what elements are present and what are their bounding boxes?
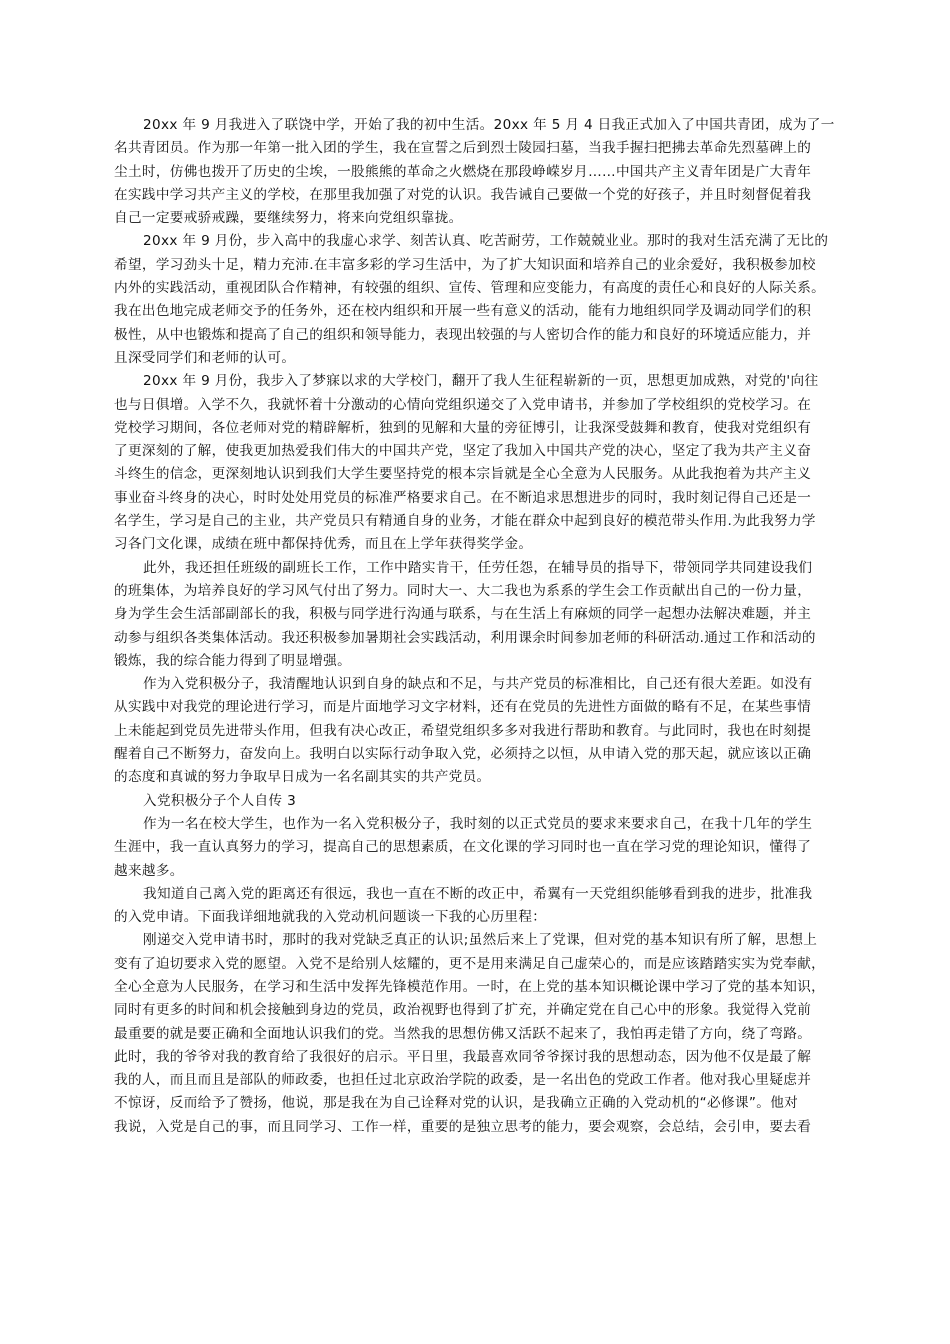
text-line: 的态度和真诚的努力争取早日成为一名名副其实的共产党员。 [114,769,491,786]
text-line: 锻炼，我的综合能力得到了明显增强。 [114,652,352,669]
text-line: 刚递交入党申请书时，那时的我对党缺乏真正的认识;虽然后来上了党课，但对党的基本知识有所了解，思想上 [143,932,818,949]
text-line: 同时有更多的时间和机会接触到身边的党员，政治视野也得到了扩充，并确定党在自己心中的形象。我觉得入党前 [114,1002,812,1019]
text-line: 了更深刻的了解，使我更加热爱我们伟大的中国共产党，坚定了我加入中国共产党的决心，坚定了我为共产主义奋 [114,443,812,460]
text-line: 我说，入党是自己的事，而且同学习、工作一样，重要的是独立思考的能力，要会观察，会总结，会引申，要去看 [114,1118,812,1135]
text-line: 此外，我还担任班级的副班长工作，工作中踏实肯干，任劳任怨，在辅导员的指导下，带领同学共同建设我们 [143,559,813,576]
text-line: 且深受同学们和老师的认可。 [114,349,296,366]
text-line: 的入党申请。下面我详细地就我的入党动机问题谈一下我的心历里程： [114,909,547,926]
text-line: 希望，学习劲头十足，精力充沛.在丰富多彩的学习生活中，为了扩大知识面和培养自己的业余爱好，我积极参加校 [114,256,816,273]
text-line: 作为一名在校大学生，也作为一名入党积极分子，我时刻的以正式党员的要求来要求自己，在我十几年的学生 [143,815,813,832]
text-line: 作为入党积极分子，我清醒地认识到自身的缺点和不足，与共产党员的标准相比，自己还有很大差距。如没有 [143,676,813,693]
text-line: 动参与组织各类集体活动。我还积极参加暑期社会实践活动，利用课余时间参加老师的科研活动.通过工作和活动的 [114,629,816,646]
text-line: 变有了迫切要求入党的愿望。入党不是给别人炫耀的，更不是用来满足自己虚荣心的，而是应该踏踏实实为党奉献， [114,955,826,972]
text-line: 20xx 年 9 月份，我步入了梦寐以求的大学校门，翻开了我人生征程崭新的一页，思想更加成熟，对党的'向往 [143,373,819,390]
text-line: 尘土时，仿佛也拨开了历史的尘埃，一股熊熊的革命之火燃烧在那段峥嵘岁月……中国共产主义青年团是广大青年 [114,163,812,180]
text-line: 从实践中对我党的理论进行学习，而是片面地学习文字材料，还有在党员的先进性方面做的略有不足，在某些事情 [114,699,812,716]
text-line: 此时，我的爷爷对我的教育给了我很好的启示。平日里，我最喜欢同爷爷探讨我的思想动态，因为他不仅是最了解 [114,1048,812,1065]
text-line: 在实践中学习共产主义的学校，在那里我加强了对党的认识。我告诫自己要做一个党的好孩子，并且时刻督促着我 [114,186,812,203]
text-line: 党校学习期间，各位老师对党的精辟解析，独到的见解和大量的旁征博引，让我深受鼓舞和教育，使我对党组织有 [114,419,812,436]
text-line: 极性，从中也锻炼和提高了自己的组织和领导能力，表现出较强的与人密切合作的能力和良好的环境适应能力，并 [114,326,812,343]
text-line: 名共青团员。作为那一年第一批入团的学生，我在宣誓之后到烈士陵园扫墓，当我手握扫把拂去革命先烈墓碑上的 [114,140,812,157]
text-line: 斗终生的信念，更深刻地认识到我们大学生要坚持党的根本宗旨就是全心全意为人民服务。从此我抱着为共产主义 [114,466,812,483]
text-line: 全心全意为人民服务，在学习和生活中发挥先锋模范作用。一时，在上党的基本知识概论课中学习了党的基本知识， [114,978,826,995]
text-line: 身为学生会生活部副部长的我，积极与同学进行沟通与联系，与在生活上有麻烦的同学一起想办法解决难题，并主 [114,606,812,623]
text-line: 内外的实践活动，重视团队合作精神，有较强的组织、宣传、管理和应变能力，有高度的责任心和良好的人际关系。 [114,280,826,297]
text-line: 自己一定要戒骄戒躁，要继续努力，将来向党组织靠拢。 [114,210,463,227]
text-line: 我知道自己离入党的距离还有很远，我也一直在不断的改正中，希翼有一天党组织能够看到我的进步，批准我 [143,885,813,902]
text-line: 不惊讶，反而给予了赞扬，他说，那是我在为自己诠释对党的认识，是我确立正确的入党动机的“必修课”。他对 [114,1095,799,1112]
text-line: 生涯中，我一直认真努力的学习，提高自己的思想素质，在文化课的学习同时也一直在学习党的理论知识，懂得了 [114,839,812,856]
text-line: 习各门文化课，成绩在班中都保持优秀，而且在上学年获得奖学金。 [114,536,533,553]
text-line: 醒着自己不断努力，奋发向上。我明白以实际行动争取入党，必须持之以恒，从申请入党的那天起，就应该以正确 [114,746,812,763]
text-line: 我的人，而且而且是部队的师政委，也担任过北京政治学院的政委，是一名出色的党政工作者。他对我心里疑虑并 [114,1072,812,1089]
text-line: 也与日俱增。入学不久，我就怀着十分激动的心情向党组织递交了入党申请书，并参加了学校组织的党校学习。在 [114,396,812,413]
text-line: 事业奋斗终身的决心，时时处处用党员的标准严格要求自己。在不断追求思想进步的同时，我时刻记得自己还是一 [114,489,812,506]
text-line: 上未能起到党员先进带头作用，但我有决心改正，希望党组织多多对我进行帮助和教育。与此同时，我也在时刻提 [114,722,812,739]
text-line: 20xx 年 9 月份，步入高中的我虚心求学、刻苦认真、吃苦耐劳，工作兢兢业业。那时的我对生活充满了无比的 [143,233,829,250]
text-line: 我在出色地完成老师交予的任务外，还在校内组织和开展一些有意义的活动，能有力地组织同学及调动同学们的积 [114,303,812,320]
text-line: 入党积极分子个人自传 3 [143,792,297,809]
text-line: 的班集体，为培养良好的学习风气付出了努力。同时大一、大二我也为系系的学生会工作贡献出自己的一份力量， [114,582,812,599]
text-line: 20xx 年 9 月我进入了联饶中学，开始了我的初中生活。20xx 年 5 月 4 日我正式加入了中国共青团，成为了一 [143,117,835,133]
text-line: 越来越多。 [114,862,184,879]
text-line: 最重要的就是要正确和全面地认识我们的党。当然我的思想仿佛又活跃不起来了，我怕再走错了方向，绕了弯路。 [114,1025,812,1042]
text-line: 名学生，学习是自己的主业，共产党员只有精通自身的业务，才能在群众中起到良好的模范带头作用.为此我努力学 [114,513,816,530]
document-page [114,114,838,1139]
